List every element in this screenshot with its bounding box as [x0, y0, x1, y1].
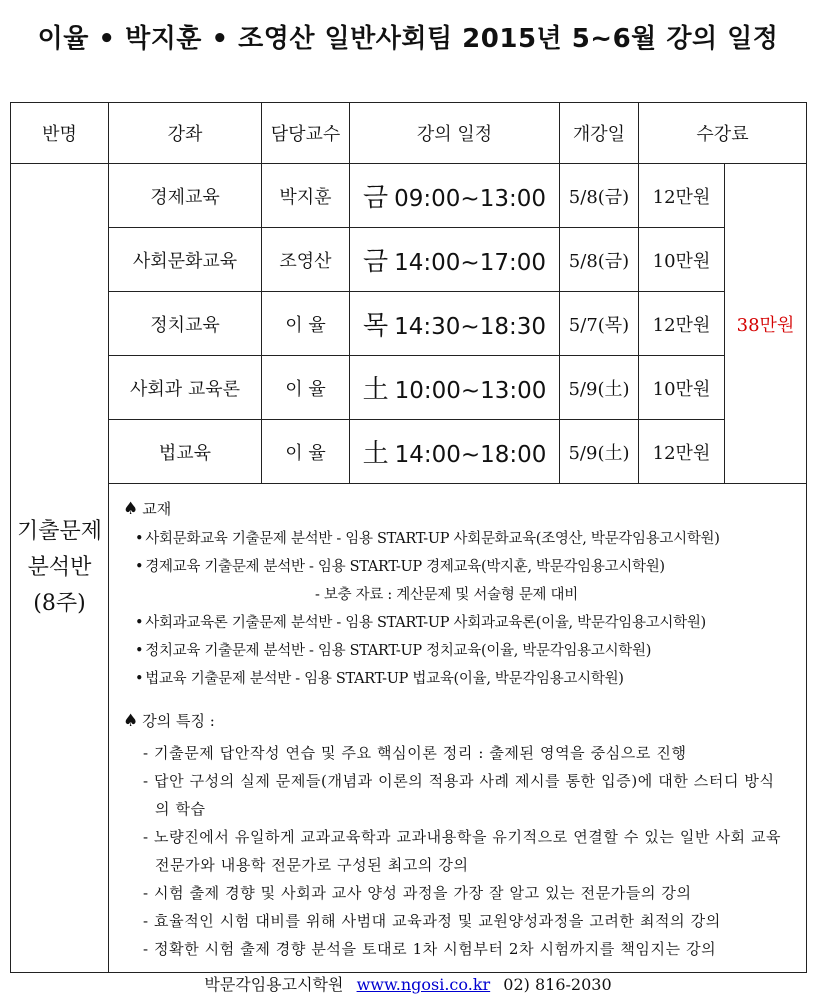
table-row	[11, 164, 807, 228]
professor-cell: 이 율	[262, 356, 350, 420]
bullet-icon: •	[135, 559, 144, 575]
start-date-cell: 5/8(금)	[560, 228, 639, 292]
course-cell: 법교육	[109, 420, 262, 484]
feature-item: - 효율적인 시험 대비를 위해 사범대 교육과정 및 교원양성과정을 고려한 최적의 강의	[143, 912, 721, 930]
schedule-day: 土	[362, 439, 389, 469]
feature-item: - 정확한 시험 출제 경향 분석을 토대로 1차 시험부터 2차 시험까지를 책임지는 강의	[143, 940, 717, 958]
schedule-cell	[350, 292, 560, 356]
footer	[0, 972, 816, 995]
features-heading: ♠ 강의 특징 :	[123, 711, 215, 731]
phone-number: 02) 816-2030	[503, 975, 612, 994]
class-name-line: 분석반	[27, 555, 92, 580]
schedule-cell	[350, 164, 560, 228]
fee-cell: 12만원	[639, 420, 725, 484]
bullet-icon: •	[135, 643, 144, 659]
fee-cell: 12만원	[639, 164, 725, 228]
class-name-cell	[11, 164, 109, 973]
schedule-time: 14:00~17:00	[394, 250, 546, 276]
features-section	[123, 710, 788, 963]
schedule-cell	[350, 420, 560, 484]
schedule-time: 14:00~18:00	[394, 442, 547, 468]
start-date-cell: 5/8(금)	[560, 164, 639, 228]
academy-name: 박문각임용고시학원	[204, 975, 344, 994]
course-cell: 사회과 교육론	[109, 356, 262, 420]
textbook-item: • 사회과교육론 기출문제 분석반 - 임용 START-UP 사회과교육론(이율, 박문각임용고시학원)	[135, 615, 706, 631]
bullet-icon: •	[135, 531, 144, 547]
course-cell: 정치교육	[109, 292, 262, 356]
textbook-item: • 법교육 기출문제 분석반 - 임용 START-UP 법교육(이율, 박문각임용고시학원)	[135, 671, 624, 687]
textbook-item: • 사회문화교육 기출문제 분석반 - 임용 START-UP 사회문화교육(조영산, 박문각임용고시학원)	[135, 531, 720, 547]
start-date-cell: 5/9(土)	[560, 420, 639, 484]
schedule-day: 금	[363, 247, 389, 277]
header-professor: 담당교수	[262, 103, 350, 164]
schedule-day: 목	[363, 311, 389, 341]
header-start-date: 개강일	[560, 103, 639, 164]
page-title: 이율 • 박지훈 • 조영산 일반사회팀 2015년 5~6월 강의 일정	[37, 24, 779, 54]
header-fee: 수강료	[639, 103, 807, 164]
total-fee-cell: 38만원	[725, 164, 807, 484]
table-row	[11, 420, 807, 484]
schedule-time: 09:00~13:00	[394, 186, 546, 212]
professor-cell: 박지훈	[262, 164, 350, 228]
feature-item: - 시험 출제 경향 및 사회과 교사 양성 과정을 가장 잘 알고 있는 전문가들의 강의	[143, 884, 692, 902]
start-date-cell: 5/7(목)	[560, 292, 639, 356]
fee-cell: 12만원	[639, 292, 725, 356]
bullet-icon: •	[135, 615, 144, 631]
professor-cell: 조영산	[262, 228, 350, 292]
course-cell: 경제교육	[109, 164, 262, 228]
start-date-cell: 5/9(土)	[560, 356, 639, 420]
course-cell: 사회문화교육	[109, 228, 262, 292]
fee-cell: 10만원	[639, 356, 725, 420]
schedule-cell	[350, 228, 560, 292]
professor-cell: 이 율	[262, 420, 350, 484]
schedule-table	[10, 102, 807, 973]
details-cell	[109, 484, 807, 973]
schedule-day: 금	[363, 183, 389, 213]
website-link[interactable]: www.ngosi.co.kr	[356, 975, 491, 994]
header-course: 강좌	[109, 103, 262, 164]
schedule-time: 10:00~13:00	[394, 378, 547, 404]
class-name-line: 기출문제	[16, 519, 102, 544]
textbook-item: • 경제교육 기출문제 분석반 - 임용 START-UP 경제교육(박지훈, 박문각임용고시학원)	[135, 559, 665, 575]
header-schedule: 강의 일정	[350, 103, 560, 164]
textbook-item: • 정치교육 기출문제 분석반 - 임용 START-UP 정치교육(이율, 박문각임용고시학원)	[135, 643, 652, 659]
schedule-day: 土	[362, 375, 389, 405]
spade-icon: ♠	[123, 711, 139, 731]
table-header-row	[11, 103, 807, 164]
class-name-line: (8주)	[33, 591, 86, 616]
table-row	[11, 356, 807, 420]
schedule-time: 14:30~18:30	[394, 314, 546, 340]
schedule-cell	[350, 356, 560, 420]
feature-item: - 노량진에서 유일하게 교과교육학과 교과내용학을 유기적으로 연결할 수 있는 일반 사회 교육전문가와 내용학 전문가로 구성된 최고의 강의	[143, 828, 782, 874]
fee-cell: 10만원	[639, 228, 725, 292]
details-row	[11, 484, 807, 973]
bullet-icon: •	[135, 671, 144, 687]
professor-cell: 이 율	[262, 292, 350, 356]
table-row	[11, 292, 807, 356]
feature-item: - 답안 구성의 실제 문제들(개념과 이론의 적용과 사례 제시를 통한 입증)에 대한 스터디 방식의 학습	[143, 772, 775, 818]
spade-icon: ♠	[123, 499, 139, 519]
header-class: 반명	[11, 103, 109, 164]
feature-item: - 기출문제 답안작성 연습 및 주요 핵심이론 정리 : 출제된 영역을 중심으로 진행	[143, 744, 687, 762]
table-row	[11, 228, 807, 292]
textbook-supplement: - 보충 자료 : 계산문제 및 서술형 문제 대비	[315, 587, 578, 603]
textbook-heading: ♠ 교재	[123, 499, 172, 519]
